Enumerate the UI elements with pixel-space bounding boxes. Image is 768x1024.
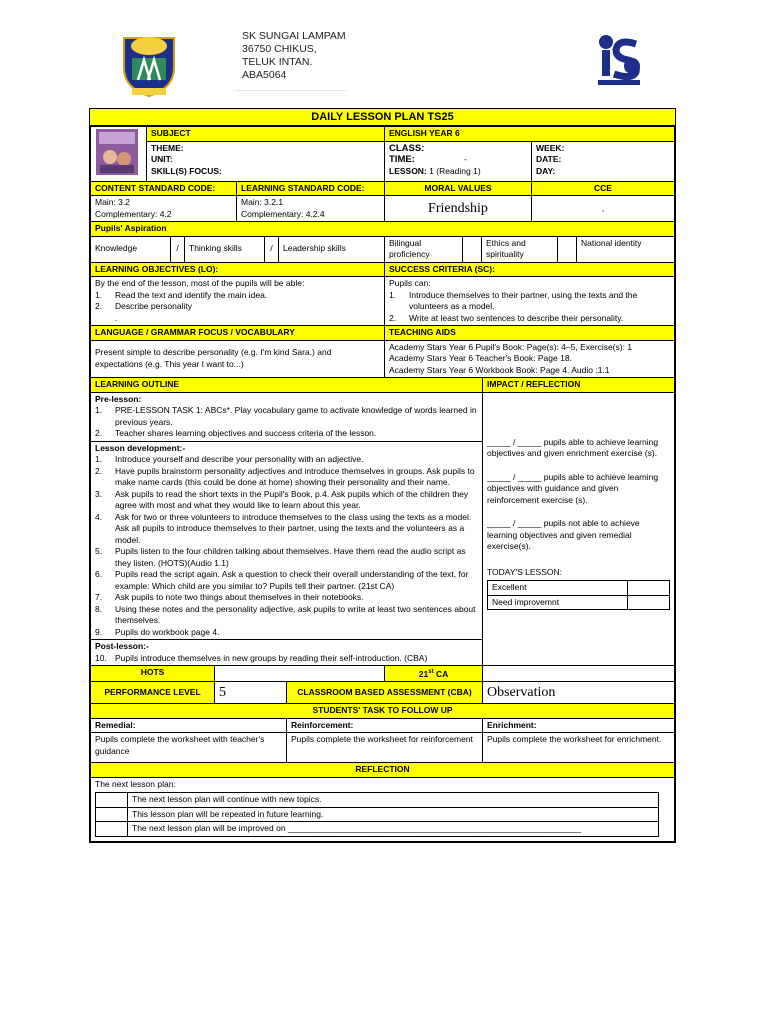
impact-reflection-content	[483, 392, 675, 666]
lo-text: Describe personality	[115, 301, 193, 311]
cba-label: CLASSROOM BASED ASSESSMENT (CBA)	[287, 682, 483, 704]
todays-lesson-label: TODAY'S LESSON:	[487, 566, 562, 577]
item-num: 5.	[95, 546, 103, 556]
plan-title: DAILY LESSON PLAN TS25	[90, 109, 675, 126]
theme-unit-skill-cell	[147, 141, 385, 181]
school-address	[242, 30, 346, 82]
item-text: Have pupils brainstorm personality adjectives and introduce themselves in groups. Ask pupils to make name cards (this could be done at home) showing their personality and their name.	[115, 465, 475, 487]
learning-standard-value	[237, 196, 385, 222]
week-date-day-cell	[532, 141, 675, 181]
item-num: 1.	[95, 405, 103, 415]
pre-lesson-label: Pre-lesson:	[95, 393, 142, 404]
subject-section	[90, 126, 675, 182]
unit-label: UNIT:	[151, 154, 173, 164]
teaching-aids-label: TEACHING AIDS	[385, 326, 675, 341]
reflection-content	[91, 777, 675, 841]
teaching-aid: Academy Stars Year 6 Workbook Book: Page 4. Audio :1.1	[389, 364, 610, 375]
rating-need-improvement-tick[interactable]	[628, 595, 670, 610]
item-num: 1.	[95, 454, 103, 464]
document-header	[0, 0, 768, 100]
sc-item	[389, 313, 670, 325]
reinforcement-label: Reinforcement:	[287, 718, 483, 733]
sc-text: Introduce themselves to their partner, using the texts and the volunteers as a model.	[409, 289, 638, 311]
learning-comp: Complementary: 4.2.4	[241, 208, 325, 219]
lo-num: 1.	[95, 289, 103, 300]
enrichment-text: Pupils complete the worksheet for enrichment.	[483, 733, 675, 763]
sc-num: 1.	[389, 289, 397, 300]
reflection-label: REFLECTION	[91, 763, 675, 778]
enrichment-label: Enrichment:	[483, 718, 675, 733]
sc-intro: Pupils can:	[389, 278, 431, 288]
lesson-development-label: Lesson development:-	[95, 442, 186, 453]
success-criteria-label: SUCCESS CRITERIA (SC):	[385, 262, 675, 277]
lo-item	[95, 301, 380, 313]
aspiration-thinking-tick: /	[265, 236, 279, 262]
moral-value: Friendship	[385, 196, 532, 222]
outline-section	[90, 377, 675, 666]
school-postcode: 36750 CHIKUS,	[242, 43, 317, 55]
item-num: 7.	[95, 592, 103, 602]
item-text: Ask pupils to read the short texts in the Pupil's Book, p.4. Ask pupils which of the children they agree with most and what they would like to learn about this year.	[115, 488, 469, 510]
todays-lesson-rating	[487, 580, 670, 610]
sc-num: 2.	[389, 312, 397, 323]
item-text: Pupils listen to the four children talking about themselves. Have them read the audio script as they listen. (HOTS)(Audio 1.1)	[115, 546, 466, 568]
hots-label: HOTS	[91, 666, 215, 682]
reflection-option: This lesson plan will be repeated in future learning.	[128, 807, 659, 822]
followup-section	[90, 718, 675, 842]
lo-intro: By the end of the lesson, most of the pupils will be able:	[95, 278, 305, 288]
sc-list	[389, 290, 670, 325]
impact-enrichment: _____ / _____ pupils able to achieve learning objectives and given enrichment exercise (s).	[487, 436, 659, 458]
time-label: TIME:	[389, 154, 415, 165]
item-text: Using these notes and the personality adjective, ask pupils to write at least two sentences about themselves.	[115, 603, 476, 625]
content-standard-value	[91, 196, 237, 222]
aspiration-leadership: Leadership skills	[279, 236, 385, 262]
lesson-development-list	[95, 454, 478, 638]
date-label: DATE:	[536, 154, 562, 164]
item-text: Pupils read the script again. Ask a question to check their overall understanding of the text, for example: Which child are you similar to? Pupils tell their partner. (21st CA)	[115, 569, 469, 591]
teaching-aid: Academy Stars Year 6 Teacher's Book: Page 18.	[389, 353, 572, 363]
item-text: Teacher shares learning objectives and success criteria of the lesson.	[115, 428, 377, 438]
ca-num: 21	[418, 668, 429, 679]
pre-lesson-list	[95, 405, 478, 440]
ts25-logo	[592, 30, 646, 88]
aspiration-ethics: Ethics and spirituality	[482, 236, 558, 262]
lo-list	[95, 290, 380, 313]
dev-item	[95, 604, 478, 627]
teaching-aids-content	[385, 340, 675, 378]
objectives-section	[90, 262, 675, 379]
dev-item	[95, 546, 478, 569]
lo-num: 2.	[95, 301, 103, 311]
pupils-aspiration-label: Pupils' Aspiration	[91, 222, 675, 237]
cba-value: Observation	[483, 682, 675, 704]
learning-standard-label: LEARNING STANDARD CODE:	[237, 181, 385, 196]
class-time-lesson-cell	[385, 141, 532, 181]
assessment-section	[90, 665, 675, 719]
pre-lesson-item	[95, 428, 478, 440]
aspiration-knowledge-tick: /	[171, 236, 185, 262]
post-lesson-item	[95, 653, 478, 665]
reinforcement-text: Pupils complete the worksheet for reinforcement	[287, 733, 483, 763]
lo-text: Read the text and identify the main idea.	[115, 289, 268, 300]
academy-stars-book-image	[96, 129, 138, 175]
week-label: WEEK:	[536, 142, 565, 153]
aspiration-thinking: Thinking skills	[185, 236, 265, 262]
item-text: Pupils introduce themselves in new groups by reading their self-introduction. (CBA)	[115, 652, 428, 663]
aspiration-national: National identity	[577, 236, 675, 262]
item-num: 4.	[95, 511, 103, 522]
item-num: 6.	[95, 569, 103, 579]
cce-value: ,	[532, 196, 675, 222]
school-town: TELUK INTAN.	[242, 56, 313, 68]
subject-value: ENGLISH YEAR 6	[385, 127, 675, 142]
remedial-text: Pupils complete the worksheet with teacher's guidance	[91, 733, 287, 763]
theme-label: THEME:	[151, 142, 184, 153]
item-num: 2.	[95, 465, 103, 476]
header-divider	[234, 90, 346, 91]
item-text: Ask for two or three volunteers to introduce themselves to the class using the texts as a model. Ask all pupils to introduce themselves to their partner, using the texts and the volunteers as a model.	[115, 511, 472, 545]
day-label: DAY:	[536, 165, 556, 176]
rating-need-improvement: Need improvemnt	[488, 595, 628, 610]
book-cover-cell	[91, 127, 147, 182]
rating-excellent: Excellent	[488, 581, 628, 596]
standards-section	[90, 181, 675, 237]
dev-item	[95, 489, 478, 512]
time-value: -	[464, 154, 467, 164]
class-label: CLASS:	[389, 142, 425, 154]
reflection-option: The next lesson plan will continue with new topics.	[128, 793, 659, 808]
reflection-tick-1[interactable]	[96, 793, 128, 808]
aspiration-bilingual-tick	[463, 236, 482, 262]
item-text: Introduce yourself and describe your personality with an adjective.	[115, 454, 364, 464]
content-standard-label: CONTENT STANDARD CODE:	[91, 181, 237, 196]
sc-item	[389, 290, 670, 313]
lo-dot: .	[115, 312, 118, 323]
learning-objectives-label: LEARNING OBJECTIVES (LO):	[91, 262, 385, 277]
skills-label: SKILL(S) FOCUS:	[151, 165, 222, 176]
school-code: ABA5064	[242, 69, 287, 81]
impact-reflection-label: IMPACT / REFLECTION	[483, 378, 675, 393]
cce-label: CCE	[532, 181, 675, 196]
learning-outline-label: LEARNING OUTLINE	[91, 378, 483, 393]
school-name: SK SUNGAI LAMPAM	[242, 30, 346, 42]
performance-level-value: 5	[215, 682, 287, 704]
dev-item	[95, 454, 478, 466]
dev-item	[95, 466, 478, 489]
impact-reinforcement: _____ / _____ pupils able to achieve learning objectives with guidance and given reinforcement exercise (s).	[487, 471, 659, 505]
reflection-options	[95, 792, 659, 837]
sc-text: Write at least two sentences to describe their personality.	[409, 312, 624, 323]
aspiration-section	[90, 236, 675, 263]
aspiration-ethics-tick	[558, 236, 577, 262]
subject-label: SUBJECT	[147, 127, 385, 142]
lesson-label: LESSON:	[389, 165, 427, 176]
language-focus-label: LANGUAGE / GRAMMAR FOCUS / VOCABULARY	[91, 326, 385, 341]
ca-tail: CA	[433, 668, 449, 679]
item-num: 10.	[95, 652, 107, 663]
reflection-option: The next lesson plan will be improved on ______________________________________________________________	[128, 822, 659, 837]
success-criteria-content	[385, 277, 675, 326]
aspiration-knowledge: Knowledge	[91, 236, 171, 262]
moral-values-label: MORAL VALUES	[385, 181, 532, 196]
language-focus-content: Present simple to describe personality (e.g. I'm kind Sara.) and expectations (e.g. This year I want to...)	[91, 340, 385, 378]
pre-lesson-item	[95, 405, 478, 428]
ca-21st-label	[385, 666, 483, 682]
aspiration-bilingual: Bilingual proficiency	[385, 236, 463, 262]
item-text: Ask pupils to note two things about themselves in their notebooks.	[115, 592, 364, 602]
reflection-tick-3[interactable]	[96, 822, 128, 837]
item-num: 9.	[95, 626, 103, 637]
lo-item	[95, 290, 380, 302]
remedial-label: Remedial:	[91, 718, 287, 733]
learning-main: Main: 3.2.1	[241, 197, 284, 207]
lesson-plan-table	[89, 108, 676, 843]
school-crest-logo	[118, 30, 180, 100]
post-lesson-list	[95, 653, 478, 665]
content-comp: Complementary: 4.2	[95, 208, 172, 219]
item-num: 3.	[95, 488, 103, 499]
item-text: PRE-LESSON TASK 1: ABCs*. Play vocabulary game to activate knowledge of words learned in previous years.	[115, 405, 477, 427]
teaching-aid: Academy Stars Year 6 Pupil's Book: Page(s): 4–5, Exercise(s): 1	[389, 341, 633, 352]
content-main: Main: 3.2	[95, 197, 130, 207]
dev-item	[95, 627, 478, 639]
item-num: 2.	[95, 428, 103, 438]
item-num: 8.	[95, 603, 103, 614]
hots-value	[215, 666, 385, 682]
follow-up-label: STUDENTS' TASK TO FOLLOW UP	[91, 704, 675, 719]
reflection-tick-2[interactable]	[96, 807, 128, 822]
rating-excellent-tick[interactable]	[628, 581, 670, 596]
learning-objectives-content	[91, 277, 385, 326]
learning-outline-content	[91, 392, 483, 666]
reflection-intro: The next lesson plan:	[95, 778, 176, 789]
post-lesson-label: Post-lesson:-	[95, 641, 149, 651]
ca-sup: st	[428, 669, 434, 675]
dev-item	[95, 569, 478, 592]
dev-item	[95, 512, 478, 547]
impact-remedial: _____ / _____ pupils not able to achieve learning objectives and given remedial exercise(s).	[487, 518, 640, 551]
dev-item	[95, 592, 478, 604]
performance-level-label: PERFORMANCE LEVEL	[91, 682, 215, 704]
ca-21st-value	[483, 666, 675, 682]
lesson-value: 1 (Reading 1)	[429, 165, 481, 176]
item-text: Pupils do workbook page 4.	[115, 626, 220, 637]
